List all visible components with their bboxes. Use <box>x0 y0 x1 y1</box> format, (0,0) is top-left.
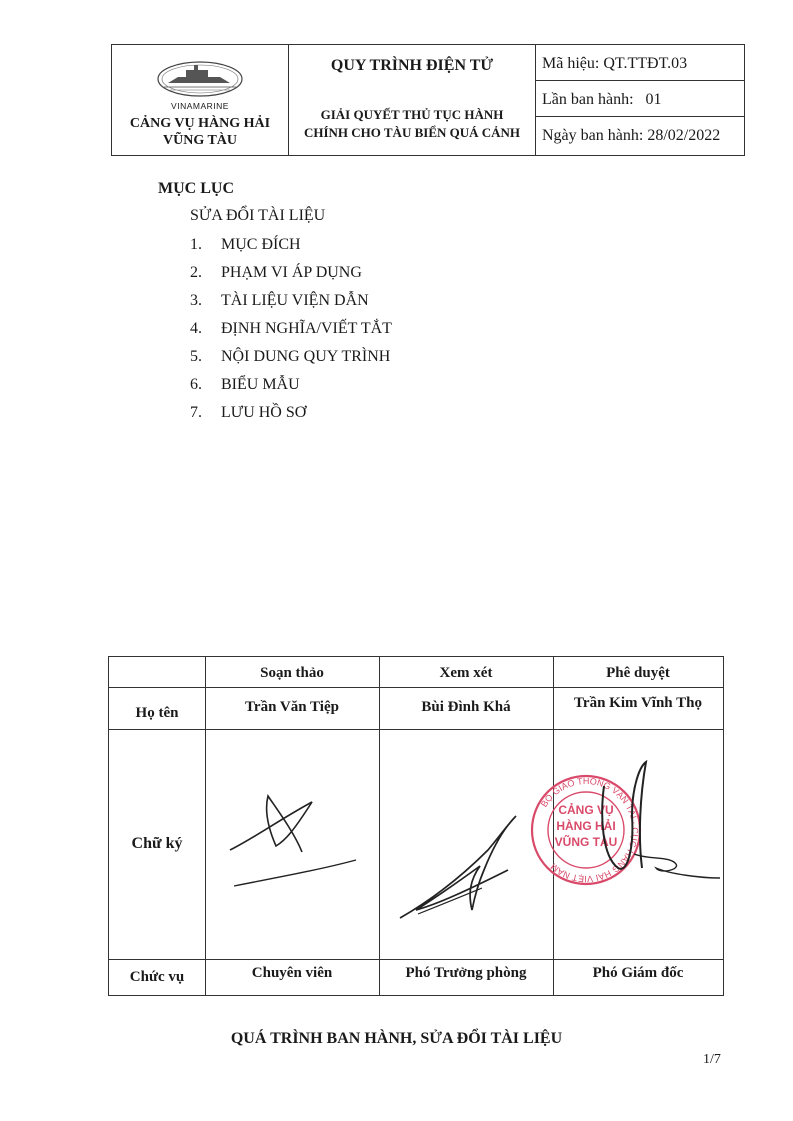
toc-revision: SỬA ĐỔI TÀI LIỆU <box>190 207 326 224</box>
toc-item-number: 5. <box>190 348 202 365</box>
vinamarine-logo-icon <box>156 59 244 99</box>
svg-text:HÀNG HẢI: HÀNG HẢI <box>556 819 616 833</box>
toc-item <box>190 348 390 366</box>
org-brand: VINAMARINE <box>171 101 229 111</box>
document-title: QUY TRÌNH ĐIỆN TỬ <box>330 57 494 74</box>
svg-text:CẢNG VỤ: CẢNG VỤ <box>558 803 614 817</box>
org-name-line2: VŨNG TÀU <box>162 133 238 148</box>
drafter-signature <box>224 790 364 890</box>
row-label-position: Chức vụ <box>129 969 185 985</box>
toc-item-label: NỘI DUNG QUY TRÌNH <box>221 348 391 365</box>
document-subtitle-line2: CHÍNH CHO TÀU BIỂN QUÁ CẢNH <box>303 125 521 140</box>
code-label: Mã hiệu: <box>542 55 600 72</box>
svg-text:BỘ GIAO THÔNG VẬN TẢI · CỤC HÀ: BỘ GIAO THÔNG VẬN TẢI · CỤC HÀNG HẢI VIỆT NAM <box>538 775 641 885</box>
row-label-name: Họ tên <box>135 705 179 721</box>
row-label-signature: Chữ ký <box>131 835 183 852</box>
issue-value: 01 <box>645 91 662 108</box>
code-value: QT.TTĐT.03 <box>603 55 688 72</box>
approver-position: Phó Giám đốc <box>592 965 684 981</box>
org-name-line1: CẢNG VỤ HÀNG HẢI <box>129 116 271 131</box>
reviewer-name: Bùi Đình Khá <box>421 699 511 715</box>
toc-item <box>190 404 306 422</box>
toc-item-number: 4. <box>190 320 202 337</box>
page-number: 1/7 <box>703 1052 721 1067</box>
col-header-drafter: Soạn thảo <box>260 665 324 681</box>
toc-item-label: MỤC ĐÍCH <box>221 236 301 253</box>
toc-item-label: ĐỊNH NGHĨA/VIẾT TẮT <box>221 320 392 337</box>
reviewer-position: Phó Trưởng phòng <box>405 965 527 981</box>
toc-heading: MỤC LỤC <box>158 180 234 197</box>
metadata-cell <box>536 45 744 155</box>
date-label: Ngày ban hành: <box>542 127 644 144</box>
approver-signature <box>590 756 730 886</box>
code-row <box>536 45 744 81</box>
toc-item-label: BIỂU MẪU <box>221 376 300 393</box>
organization-cell <box>112 45 289 155</box>
section-title: QUÁ TRÌNH BAN HÀNH, SỬA ĐỔI TÀI LIỆU <box>230 1030 563 1047</box>
toc-item-number: 2. <box>190 264 202 281</box>
toc-item-number: 7. <box>190 404 202 421</box>
issue-row <box>536 81 744 117</box>
issue-label: Lần ban hành: <box>542 91 634 108</box>
toc-item <box>190 264 362 282</box>
date-value: 28/02/2022 <box>647 127 721 144</box>
reviewer-signature <box>398 810 528 922</box>
toc-item-label: TÀI LIỆU VIỆN DẪN <box>221 292 369 309</box>
toc-item-number: 6. <box>190 376 202 393</box>
col-header-approver: Phê duyệt <box>606 665 670 681</box>
date-row <box>536 117 744 155</box>
drafter-name: Trần Văn Tiệp <box>245 699 339 715</box>
document-subtitle-line1: GIẢI QUYẾT THỦ TỤC HÀNH <box>320 107 504 122</box>
toc-item-number: 1. <box>190 236 202 253</box>
approver-name: Trần Kim Vĩnh Thọ <box>574 695 702 711</box>
col-header-reviewer: Xem xét <box>439 665 493 681</box>
title-cell <box>289 45 536 155</box>
toc-item <box>190 376 300 394</box>
toc-item <box>190 292 369 310</box>
toc-item <box>190 236 301 254</box>
drafter-position: Chuyên viên <box>251 965 333 981</box>
toc-item-number: 3. <box>190 292 202 309</box>
toc-item-label: LƯU HỒ SƠ <box>221 404 307 421</box>
svg-text:VŨNG TÀU: VŨNG TÀU <box>554 835 618 849</box>
document-header-table <box>111 44 745 156</box>
toc-item-label: PHẠM VI ÁP DỤNG <box>221 264 362 281</box>
toc-item <box>190 320 392 338</box>
